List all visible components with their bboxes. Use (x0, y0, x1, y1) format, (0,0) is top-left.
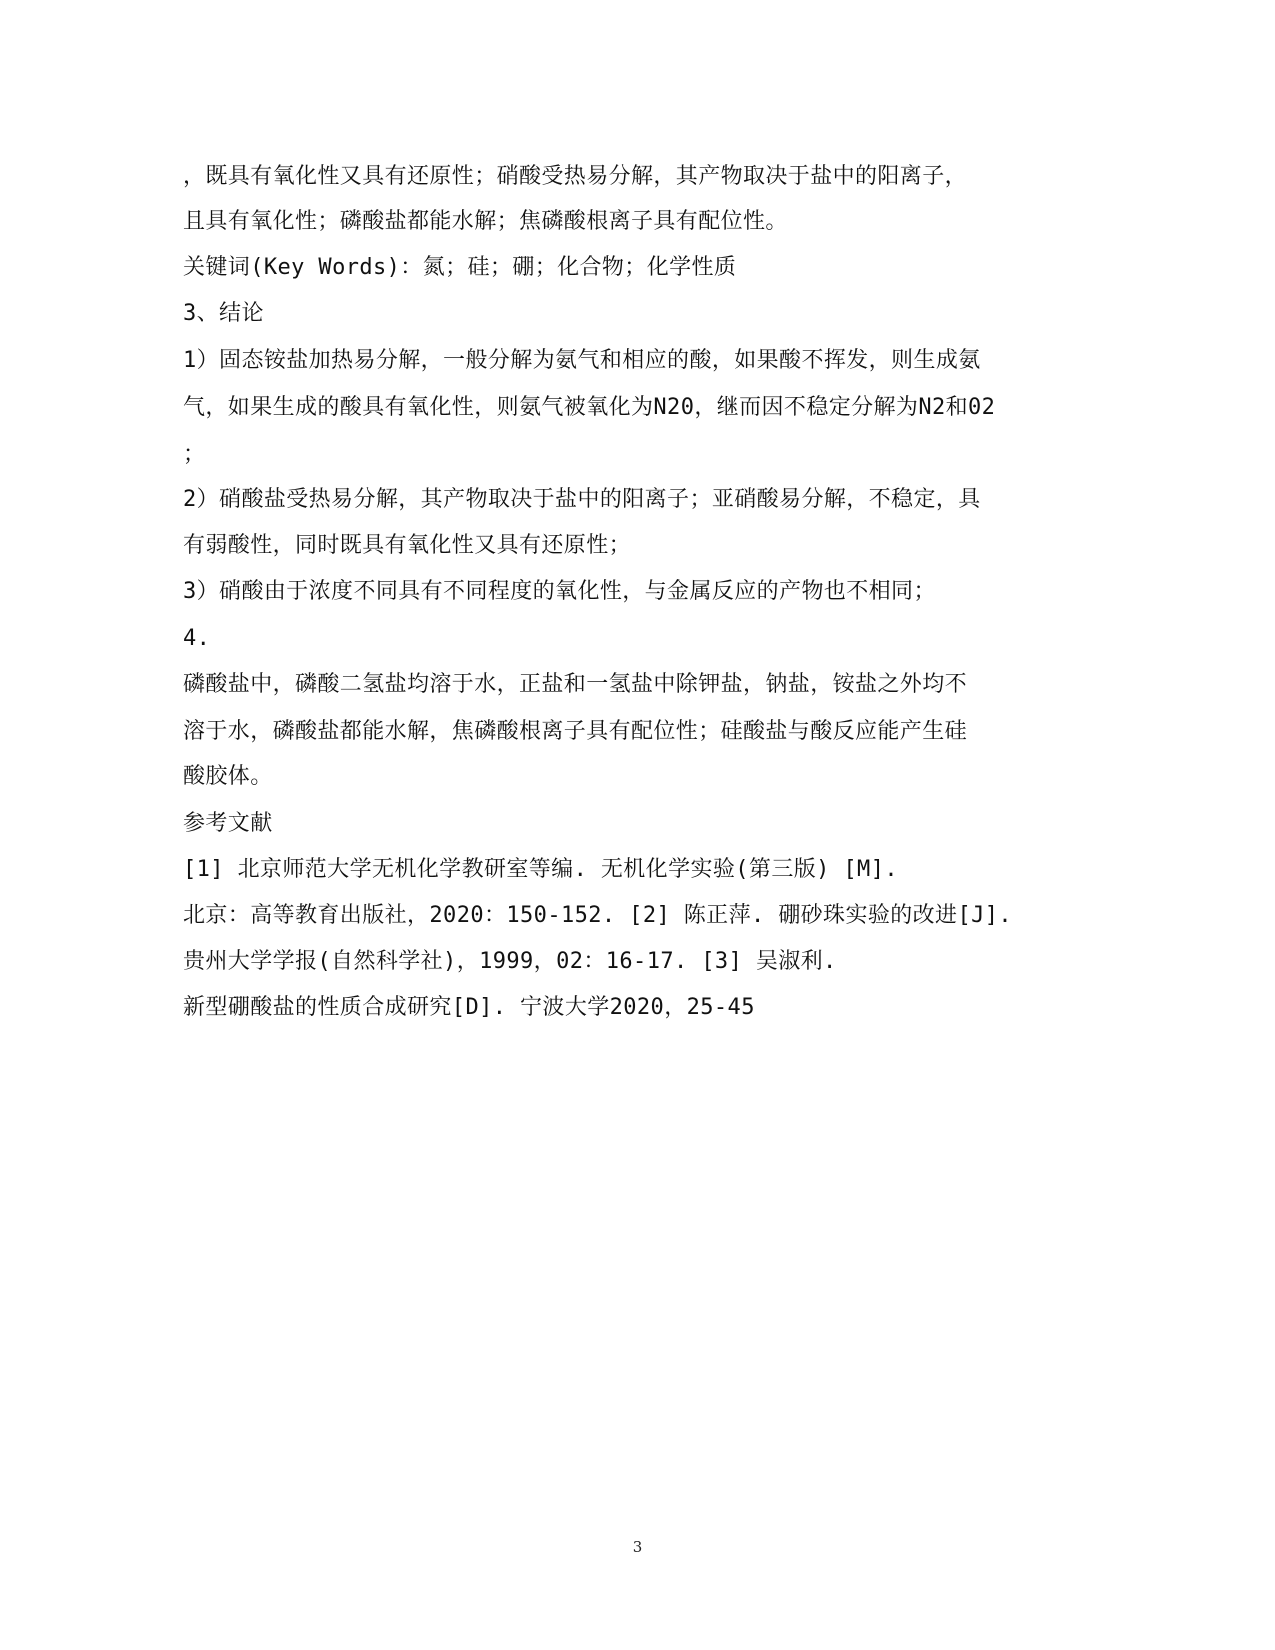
section-heading: 3、结论 (183, 301, 264, 326)
references-heading: 参考文献 (183, 811, 273, 836)
text-line: 酸胶体。 (183, 764, 273, 789)
text-line: ，既具有氧化性又具有还原性；硝酸受热易分解，其产物取决于盐中的阳离子， (183, 164, 968, 189)
conclusion-item-4-number: 4. (183, 626, 211, 651)
text-line: 气，如果生成的酸具有氧化性，则氨气被氧化为N20，继而因不稳定分解为N2和02 (183, 395, 996, 420)
text-line: ； (183, 442, 206, 467)
reference-line: 新型硼酸盐的性质合成研究[D]. 宁波大学2020，25-45 (183, 995, 755, 1020)
text-line: 有弱酸性，同时既具有氧化性又具有还原性； (183, 533, 632, 558)
page-number: 3 (632, 1538, 643, 1556)
conclusion-item-3: 3）硝酸由于浓度不同具有不同程度的氧化性，与金属反应的产物也不相同； (183, 579, 936, 604)
reference-line: 北京：高等教育出版社，2020：150-152. [2] 陈正萍. 硼砂珠实验的改进[J]. (183, 903, 1013, 928)
conclusion-item-1: 1）固态铵盐加热易分解，一般分解为氨气和相应的酸，如果酸不挥发，则生成氨 (183, 348, 981, 373)
conclusion-item-2: 2）硝酸盐受热易分解，其产物取决于盐中的阳离子；亚硝酸易分解，不稳定，具 (183, 487, 981, 512)
text-line: 溶于水，磷酸盐都能水解，焦磷酸根离子具有配位性；硅酸盐与酸反应能产生硅 (183, 719, 968, 744)
reference-line: 贵州大学学报(自然科学社)，1999，02：16-17. [3] 吴淑利. (183, 949, 837, 974)
keywords-line: 关键词(Key Words)：氮；硅；硼；化合物；化学性质 (183, 255, 737, 280)
text-line: 磷酸盐中，磷酸二氢盐均溶于水，正盐和一氢盐中除钾盐，钠盐，铵盐之外均不 (183, 672, 968, 697)
reference-line: [1] 北京师范大学无机化学教研室等编. 无机化学实验(第三版) [M]. (183, 857, 898, 882)
text-line: 且具有氧化性；磷酸盐都能水解；焦磷酸根离子具有配位性。 (183, 209, 788, 234)
